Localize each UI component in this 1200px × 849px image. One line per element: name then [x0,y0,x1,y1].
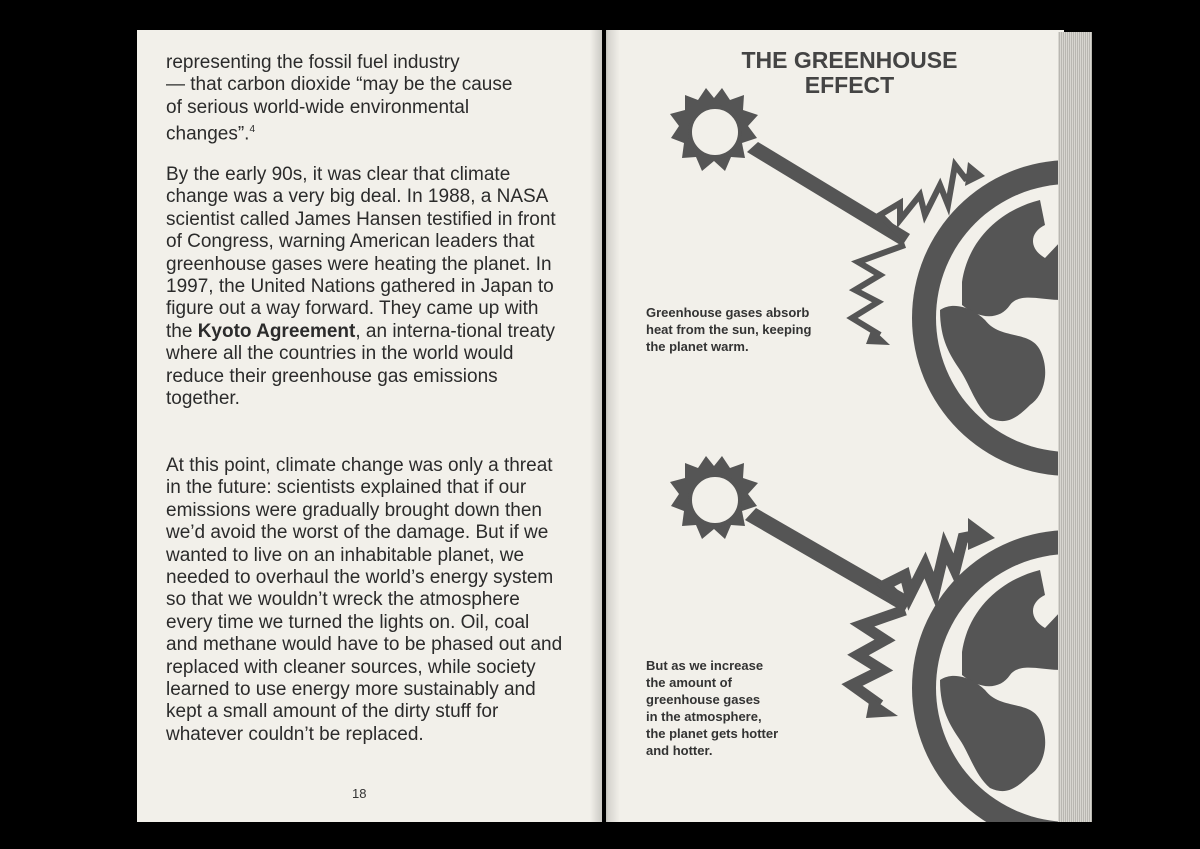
para1-line-1: representing the fossil fuel industry [166,52,460,73]
caption-top [646,304,811,355]
caption-bottom-line-5: the planet gets hotter [646,726,779,741]
earth-icon-top [912,160,1200,476]
caption-bottom-line-6: and hotter. [646,743,713,758]
footnote-ref: 4 [249,124,256,136]
paragraph-3: At this point, climate change was only a threat in the future: scientists explained that if our emissions were gradually brought down then we’d avoid the worst of the damage. But if we wanted to live on an inhabitable planet, we needed to overhaul the world’s energy system so that we wouldn’t wreck the atmosphere every time we turned the lights on. Oil, coal and methane would have to be phased out and replaced with cleaner sources, while society learned to use energy more sustainably and kept a small amount of the dirty stuff for whatever couldn’t be replaced. [166,455,563,745]
caption-top-line-3: the planet warm. [646,339,749,354]
title-line-2: EFFECT [804,72,895,98]
caption-top-line-1: Greenhouse gases absorb [646,305,810,320]
para1-line-4-text: changes”. [166,123,250,145]
caption-bottom-line-4: in the atmosphere, [646,709,762,724]
page-number: 18 [352,786,367,801]
title-line-1: THE GREENHOUSE [741,47,958,73]
kyoto-agreement-bold: Kyoto Agreement [197,320,356,342]
para2-text-a: By the early 90s, it was clear that climate change was a very big deal. In 1988, a NASA scientist called James Hansen testified in front of Congress, warning American leaders that greenhouse gases were heating the planet. In 1997, the United Nations gathered in Japan to figure out a way forward. They came up with the [166,164,556,342]
caption-bottom-line-2: the amount of [646,675,732,690]
sun-icon-bottom [670,456,758,539]
caption-bottom-line-1: But as we increase [646,658,764,673]
sun-ray-top [747,142,910,246]
sun-ray-bottom [745,508,912,612]
sun-icon-top [670,88,758,171]
caption-bottom-line-3: greenhouse gases [646,692,761,707]
caption-bottom [646,657,778,759]
caption-top-line-2: heat from the sun, keeping [646,322,812,337]
para1-line-2: — that carbon dioxide “may be the cause [166,74,513,96]
para1-line-3: of serious world-wide environmental [166,96,470,118]
para2-text-b: , an interna-tional treaty where all the countries in the world would reduce their greenhouse gas emissions together. [166,320,555,410]
